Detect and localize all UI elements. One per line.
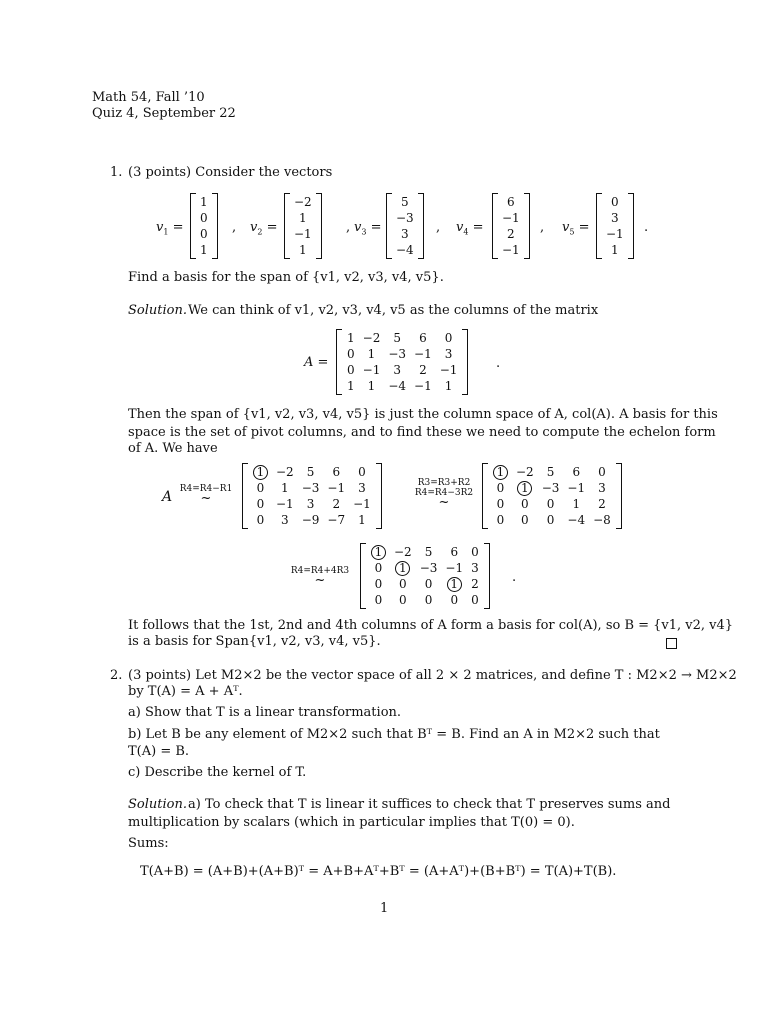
matrix-entry: 0 [496,481,505,495]
matrix-entry: 3 [401,227,409,241]
matrix-entry: 0 [256,513,265,527]
matrix-row [249,480,375,496]
matrix-entry: 3 [444,347,453,361]
matrix-row [603,210,627,226]
matrix-entry: −1 [439,363,458,377]
matrix-entry: −7 [327,513,346,527]
q1-solution-label: Solution. [128,303,187,318]
matrix-entry: 1 [358,513,366,527]
matrix-entry: 0 [521,497,529,511]
matrix-entry: 2 [419,363,427,377]
step3-operation: R4=R4+4R3 ~ [290,566,350,588]
matrix-entry: 0 [358,465,366,479]
matrix-row [393,242,417,258]
q1-para-line2: space is the set of pivot columns, and to find these we need to compute the echelon form [128,425,716,440]
matrix-row [291,242,315,258]
step3-matrix [360,543,490,609]
matrix-entry: 0 [424,593,433,607]
q1-task: Find a basis for the span of {v1, v2, v3, v4, v5}. [128,270,444,285]
matrix-entry: 3 [471,561,479,575]
matrix-entry: 5 [401,195,409,209]
matrix-entry: 1 [367,379,376,393]
matrix-entry: −2 [294,195,312,209]
matrix-row [291,210,315,226]
matrix-row [249,496,375,512]
matrix-entry: 1 [200,195,208,209]
q2-solution-line2: multiplication by scalars (which in particular implies that T(0) = 0). [128,815,575,830]
pivot-circle: 1 [253,465,268,480]
matrix-entry: 0 [521,513,529,527]
q2-number: 2. [110,668,123,683]
matrix-row [499,194,523,210]
qed-box [666,638,677,649]
v3-label: $v_3$ = [354,220,382,237]
matrix-entry: −1 [294,227,312,241]
matrix-entry: 3 [611,211,619,225]
matrix-row [499,242,523,258]
matrix-entry: 0 [496,513,505,527]
matrix-entry: 5 [393,331,402,345]
matrix-entry: −4 [567,513,586,527]
pivot-circle: 1 [493,465,508,480]
matrix-entry: −2 [362,331,381,345]
matrix-row [603,242,627,258]
matrix-entry: 2 [332,497,341,511]
matrix-entry: 1 [281,481,289,495]
matrix-entry: 6 [507,195,515,209]
v3-vector [386,193,424,259]
matrix-entry: 0 [471,545,479,559]
matrix-entry: 0 [256,481,265,495]
matrix-entry [489,464,512,480]
matrix-entry: 0 [399,593,407,607]
v4-label: $v_4$ = [456,220,484,237]
matrix-entry: 5 [424,545,433,559]
matrix-entry: −3 [541,481,560,495]
matrix-entry: 6 [332,465,341,479]
q2-part-a: a) Show that T is a linear transformation. [128,705,402,720]
matrix-entry: 3 [598,481,606,495]
matrix-entry: −1 [414,347,432,361]
matrix-entry: 0 [598,465,606,479]
matrix-entry: −3 [388,347,407,361]
matrix-row [367,576,483,592]
matrix-entry: −1 [502,243,520,257]
matrix-entry [441,576,467,592]
q2-line1: (3 points) Let M2×2 be the vector space of all 2 × 2 matrices, and define T : M2×2 → M2×2 [128,668,737,683]
matrix-row [393,194,417,210]
matrix-row [343,346,461,362]
matrix-row [489,464,615,480]
matrix-entry: 0 [347,347,355,361]
matrix-entry: 0 [546,497,555,511]
matrix-row [489,512,615,528]
matrix-entry: −3 [396,211,414,225]
matrix-entry: 5 [306,465,315,479]
matrix-entry: −1 [502,211,520,225]
matrix-row [489,480,615,496]
pivot-circle: 1 [395,561,410,576]
matrix-entry: 1 [347,379,355,393]
matrix-entry: 0 [471,593,479,607]
matrix-row [197,194,211,210]
matrix-row [499,226,523,242]
matrix-row [197,226,211,242]
matrix-a [336,329,468,395]
matrix-entry: −2 [276,465,294,479]
matrix-entry: −4 [388,379,407,393]
matrix-entry: −1 [327,481,346,495]
q2-solution-label: Solution. [128,797,187,812]
q1-conclusion-line2: is a basis for Span{v1, v2, v3, v4, v5}. [128,634,381,649]
q1-prompt: (3 points) Consider the vectors [128,165,333,180]
q2-solution-line1: a) To check that T is linear it suffices to check that T preserves sums and [188,797,671,812]
q1-number: 1. [110,165,123,180]
matrix-row [367,544,483,560]
matrix-entry: 2 [598,497,606,511]
q1-para-line3: of A. We have [128,441,218,456]
matrix-entry: 1 [347,331,355,345]
matrix-entry: −3 [419,561,438,575]
matrix-row [291,226,315,242]
v5-label: $v_5$ = [562,220,590,237]
matrix-entry: 3 [393,363,402,377]
matrix-entry: 0 [374,577,383,591]
q2-part-c: c) Describe the kernel of T. [128,765,307,780]
matrix-row [343,362,461,378]
step2-matrix [482,463,622,529]
matrix-entry: 2 [507,227,515,241]
matrix-entry: 1 [611,243,619,257]
v1-vector [190,193,218,259]
matrix-entry: 5 [546,465,555,479]
matrix-entry: 6 [572,465,581,479]
matrix-entry: −1 [276,497,294,511]
matrix-row [499,210,523,226]
matrix-row [393,210,417,226]
matrix-a-label: A = [304,355,329,370]
matrix-entry: −2 [516,465,534,479]
matrix-entry: 2 [471,577,479,591]
matrix-entry: −2 [394,545,412,559]
matrix-row [603,226,627,242]
matrix-entry: 1 [299,211,307,225]
matrix-entry: −1 [362,363,381,377]
matrix-entry: −4 [396,243,414,257]
matrix-entry: 1 [200,243,208,257]
matrix-row [249,512,375,528]
matrix-entry: −8 [593,513,611,527]
q1-para-line1: Then the span of {v1, v2, v3, v4, v5} is just the column space of A, col(A). A basis for this [128,407,718,422]
v4-vector [492,193,530,259]
matrix-entry: 0 [450,593,459,607]
matrix-row [489,496,615,512]
step1-operation: R4=R4−R1 ~ [179,484,233,506]
matrix-entry: 0 [546,513,555,527]
matrix-entry: 0 [374,593,383,607]
matrix-entry [390,560,416,576]
matrix-row [603,194,627,210]
matrix-entry: 0 [611,195,619,209]
matrix-entry: 0 [399,577,407,591]
v5-vector [596,193,634,259]
matrix-entry [512,480,538,496]
matrix-entry: 1 [299,243,307,257]
matrix-row [343,378,461,394]
matrix-entry: 0 [347,363,355,377]
matrix-entry: 0 [200,211,208,225]
matrix-entry: 0 [424,577,433,591]
matrix-row [367,560,483,576]
step2-operation: R3=R3+R2 R4=R4−3R2 ~ [414,478,474,510]
matrix-row [249,464,375,480]
matrix-entry: 0 [496,497,505,511]
matrix-entry: −1 [567,481,586,495]
matrix-row [291,194,315,210]
pivot-circle: 1 [447,577,462,592]
matrix-row [343,330,461,346]
matrix-entry: −9 [301,513,320,527]
matrix-entry: 0 [444,331,453,345]
matrix-entry: −1 [606,227,624,241]
quiz-header: Quiz 4, September 22 [92,106,236,121]
pivot-circle: 1 [371,545,386,560]
sums-equation: T(A+B) = (A+B)+(A+B)ᵀ = A+B+Aᵀ+Bᵀ = (A+Aᵀ)+(B+Bᵀ) = T(A)+T(B). [140,864,617,879]
matrix-entry: 3 [358,481,366,495]
matrix-entry: −1 [414,379,432,393]
sums-label: Sums: [128,836,169,851]
matrix-entry [249,464,272,480]
q1-solution-intro: We can think of v1, v2, v3, v4, v5 as the columns of the matrix [188,303,599,318]
v1-label: $v_1$ = [156,220,184,237]
page-number: 1 [380,901,389,916]
pivot-circle: 1 [517,481,532,496]
matrix-entry: 0 [374,561,383,575]
matrix-entry: −1 [445,561,464,575]
step1-matrix [242,463,382,529]
v2-label: $v_2$ = [250,220,278,237]
matrix-entry: 6 [450,545,459,559]
matrix-row [367,592,483,608]
matrix-entry [367,544,390,560]
q2-part-b-line2: T(A) = B. [128,744,190,759]
matrix-entry: −3 [301,481,320,495]
course-header: Math 54, Fall ’10 [92,90,205,105]
matrix-entry: 0 [200,227,208,241]
q2-line2: by T(A) = A + Aᵀ. [128,684,243,699]
q1-conclusion-line1: It follows that the 1st, 2nd and 4th columns of A form a basis for col(A), so B = {v1, v2, v4} [128,618,734,633]
matrix-row [197,210,211,226]
q2-part-b-line1: b) Let B be any element of M2×2 such that Bᵀ = B. Find an A in M2×2 such that [128,727,660,742]
a-symbol: A [162,489,173,505]
matrix-entry: 3 [281,513,289,527]
matrix-entry: 1 [444,379,453,393]
matrix-entry: 0 [256,497,265,511]
matrix-entry: 1 [572,497,581,511]
matrix-row [197,242,211,258]
matrix-row [393,226,417,242]
matrix-entry: 3 [306,497,315,511]
matrix-entry: −1 [353,497,371,511]
matrix-entry: 1 [367,347,376,361]
matrix-entry: 6 [419,331,427,345]
v2-vector [284,193,322,259]
